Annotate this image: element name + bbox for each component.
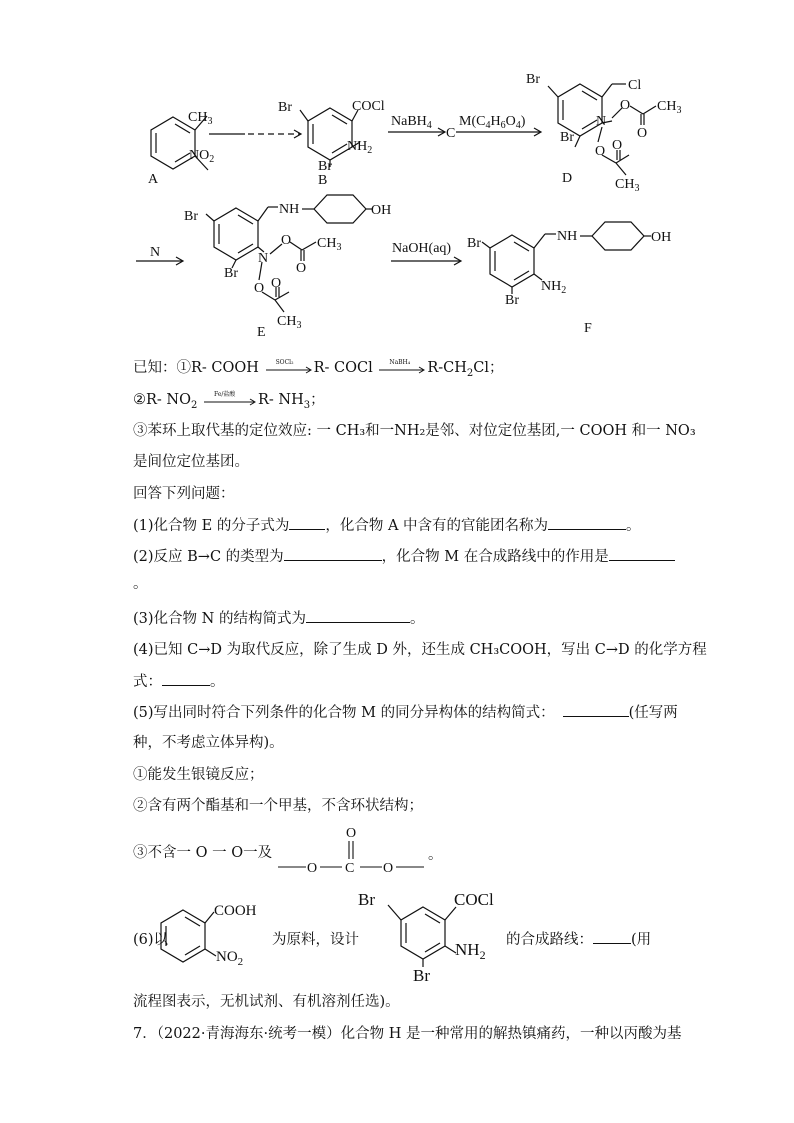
B-nh2: $NH_2$ [347, 139, 373, 156]
condition-1: ①能发生银镜反应； [133, 767, 264, 783]
known-3-line1: ③苯环上取代基的定位效应: 一 CH₃和一NH₂是邻、对位定位基团,一 COOH 和一 NO₃ [133, 423, 696, 439]
answer-blank-5[interactable] [563, 702, 629, 717]
D-n: N [596, 114, 607, 129]
carbonate-c: C [345, 861, 355, 876]
question-2-end: 。 [133, 576, 148, 592]
E-ch3b: $CH_3$ [277, 314, 302, 331]
question-5-line2: 种，不考虑立体异构)。 [133, 735, 284, 751]
q6-sm-cooh: COOH [214, 903, 257, 919]
F-oh: OH [651, 230, 672, 245]
F-nh2: $NH_2$ [541, 279, 567, 296]
answer-blank-2b[interactable] [609, 546, 675, 561]
question-6-b: 为原料，设计 [272, 932, 359, 948]
E-br-top: Br [184, 209, 198, 224]
known-3-line2: 是间位定位基团。 [133, 454, 249, 470]
F-br-top: Br [467, 236, 481, 251]
E-oh: OH [371, 203, 392, 218]
B-br-bottom: Br [318, 159, 332, 174]
reagent-M: $M(C_4H_6O_4)$ [459, 114, 526, 131]
E-n: N [258, 251, 269, 266]
E-o2: O [296, 261, 307, 276]
label-F: F [584, 321, 592, 336]
reagent-naoh: NaOH(aq) [392, 241, 452, 256]
question-6-e: 流程图表示，无机试剂、有机溶剂任选)。 [133, 994, 400, 1010]
question-6-a: (6)以 [133, 932, 169, 948]
A-ch3: $CH_3$ [188, 110, 213, 127]
D-o1: O [620, 98, 631, 113]
label-B: B [318, 173, 328, 188]
E-ch3a: $CH_3$ [317, 236, 342, 253]
question-4-line2: 式： 。 [133, 671, 225, 692]
reagent-nabh4: NaBH$_4$ [391, 114, 432, 131]
B-cocl: COCl [352, 99, 385, 114]
synthesis-scheme [0, 0, 794, 345]
D-o2: O [637, 126, 648, 141]
D-o4: O [612, 138, 623, 153]
E-o1: O [281, 233, 292, 248]
arrow-nabh4: NaBH₄ [377, 361, 427, 375]
A-no2: $NO_2$ [189, 148, 215, 165]
q6-target-br-top: Br [358, 890, 375, 909]
q6-target-nh2: $NH_2$ [455, 940, 486, 962]
label-D: D [562, 171, 573, 186]
E-o3: O [254, 281, 265, 296]
label-C: C [446, 126, 456, 141]
known-1: 已知：①R- COOH SOCl₂ R- COCl NaBH₄ $R-CH_2Cl$； [133, 359, 504, 379]
known-2: ②R- $NO_2$ Fe/盐酸 R- $NH_3$； [133, 391, 325, 411]
arrow-e-to-f [391, 257, 461, 265]
condition-3: ③不含一 O 一 O一及 [133, 845, 273, 861]
answer-blank-1b[interactable] [548, 515, 626, 530]
D-cl: Cl [628, 78, 642, 93]
arrow-c-to-d [456, 128, 541, 136]
label-E: E [257, 325, 266, 340]
condition-2: ②含有两个酯基和一个甲基，不含环状结构； [133, 798, 423, 814]
condition-3-end: 。 [428, 847, 443, 863]
answer-blank-3[interactable] [306, 608, 410, 623]
question-4-line1: (4)已知 C→D 为取代反应，除了生成 D 外，还生成 CH₃COOH，写出 C→D 的化学方程 [133, 642, 707, 658]
questions-intro: 回答下列问题： [133, 486, 235, 502]
q6-sm-no2: $NO_2$ [216, 949, 244, 968]
answer-blank-1a[interactable] [289, 515, 325, 530]
q6-target-cocl: COCl [454, 890, 494, 909]
answer-blank-2a[interactable] [284, 546, 382, 561]
q6-target-structure [356, 885, 516, 985]
arrow-fe-hcl: Fe/盐酸 [202, 393, 258, 407]
D-br-top: Br [526, 72, 540, 87]
arrow-a-to-b [209, 130, 301, 138]
q6-starting-material [158, 898, 268, 973]
q6-target-br-bottom: Br [413, 966, 430, 985]
carbonate-o-top: O [346, 826, 357, 841]
carbonate-o-left: O [307, 861, 318, 876]
answer-blank-6[interactable] [593, 929, 631, 944]
question-6-c: 的合成路线： (用 [506, 928, 651, 949]
D-ch3a: $CH_3$ [657, 99, 682, 116]
carbonate-fragment [272, 822, 442, 882]
F-nh: NH [557, 229, 578, 244]
D-br-bottom: Br [560, 130, 574, 145]
E-nh: NH [279, 202, 300, 217]
carbonate-o-right: O [383, 861, 394, 876]
question-3: (3)化合物 N 的结构简式为 。 [133, 608, 424, 629]
F-br-bottom: Br [505, 293, 519, 308]
question-5-line1: (5)写出同时符合下列条件的化合物 M 的同分异构体的结构简式： (任写两 [133, 702, 678, 723]
arrow-socl2: SOCl₂ [264, 361, 314, 375]
arrow-b-to-c [388, 128, 445, 136]
D-ch3b: $CH_3$ [615, 177, 640, 194]
label-A: A [148, 172, 159, 187]
question-7-stem: 7．（2022·青海海东·统考一模）化合物 H 是一种常用的解热镇痛药，一种以丙酸为基 [133, 1026, 682, 1042]
answer-blank-4[interactable] [162, 671, 210, 686]
B-br-top: Br [278, 100, 292, 115]
E-br-bottom: Br [224, 266, 238, 281]
question-2: (2)反应 B→C 的类型为 ，化合物 M 在合成路线中的作用是 [133, 546, 675, 567]
E-o4: O [271, 276, 282, 291]
question-1: (1)化合物 E 的分子式为 ，化合物 A 中含有的官能团名称为 。 [133, 515, 641, 536]
reagent-N: N [150, 245, 161, 260]
D-o3: O [595, 144, 606, 159]
